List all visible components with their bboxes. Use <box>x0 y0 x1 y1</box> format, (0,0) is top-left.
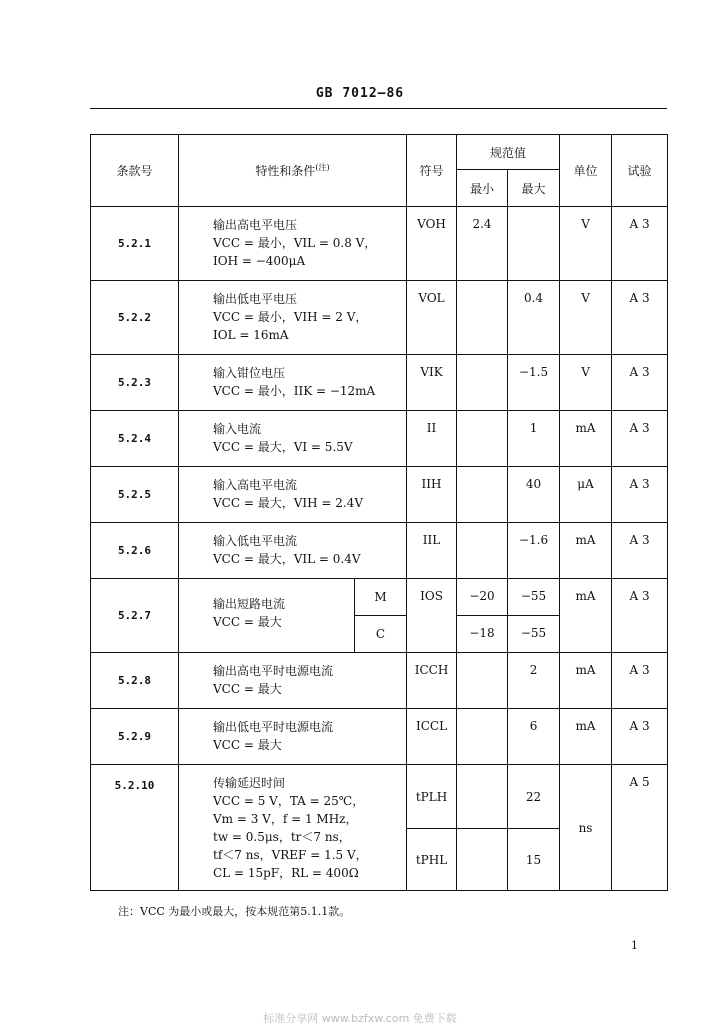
test-cell: A 3 <box>612 411 668 467</box>
unit-cell: V <box>560 281 612 355</box>
max-cell: 22 <box>508 765 560 829</box>
max-cell: −1.6 <box>508 523 560 579</box>
conditions-cell: 输入电流 VCC = 最大，VI = 5.5V <box>179 411 407 467</box>
standard-number: GB 7012—86 <box>315 86 405 101</box>
conditions-cell: 输出低电平时电源电流 VCC = 最大 <box>179 709 407 765</box>
min-cell <box>457 281 508 355</box>
clause-number: 5.2.4 <box>91 411 179 467</box>
max-cell: 1 <box>508 411 560 467</box>
clause-number: 5.2.9 <box>91 709 179 765</box>
conditions-cell: 输出低电平电压 VCC = 最小，VIH = 2 V， IOL = 16mA <box>179 281 407 355</box>
table-row <box>91 709 668 765</box>
clause-number: 5.2.10 <box>91 765 179 891</box>
min-cell: 2.4 <box>457 207 508 281</box>
table-row <box>91 523 668 579</box>
conditions-cell: 传输延迟时间 VCC = 5 V，TA = 25℃， Vm = 3 V，f = 1 MHz， tw = 0.5μs，tr＜7 ns， tf＜7 ns，VREF = 1.5 V， CL = 15pF，RL = 400Ω <box>179 765 407 891</box>
symbol-cell: IOS <box>407 579 457 653</box>
max-cell: 6 <box>508 709 560 765</box>
clause-number: 5.2.3 <box>91 355 179 411</box>
footnote: 注：VCC 为最小或最大，按本规范第5.1.1款。 <box>118 905 351 918</box>
table-row <box>91 207 668 281</box>
max-cell: −55 <box>508 579 560 616</box>
unit-cell: μA <box>560 467 612 523</box>
table-row <box>91 411 668 467</box>
unit-cell: mA <box>560 579 612 653</box>
max-cell: 15 <box>508 829 560 891</box>
table-row-5-2-10 <box>91 765 668 829</box>
min-cell <box>457 411 508 467</box>
clause-number: 5.2.6 <box>91 523 179 579</box>
min-cell <box>457 653 508 709</box>
test-cell: A 3 <box>612 281 668 355</box>
clause-number: 5.2.2 <box>91 281 179 355</box>
unit-cell: ns <box>560 765 612 891</box>
conditions-cell: 输出短路电流 VCC = 最大 <box>179 579 355 653</box>
conditions-cell: 输入钳位电压 VCC = 最小，IIK = −12mA <box>179 355 407 411</box>
max-cell: 40 <box>508 467 560 523</box>
header-symbol: 符号 <box>407 135 457 207</box>
clause-number: 5.2.1 <box>91 207 179 281</box>
unit-cell: mA <box>560 709 612 765</box>
symbol-cell: IIL <box>407 523 457 579</box>
test-cell: A 3 <box>612 207 668 281</box>
conditions-cell: 输出高电平电压 VCC = 最小，VIL = 0.8 V， IOH = −400μA <box>179 207 407 281</box>
max-cell: −1.5 <box>508 355 560 411</box>
header-test: 试验 <box>612 135 668 207</box>
symbol-cell: VOH <box>407 207 457 281</box>
test-cell: A 3 <box>612 653 668 709</box>
header-max: 最大 <box>508 170 560 207</box>
max-cell: 2 <box>508 653 560 709</box>
test-cell: A 3 <box>612 523 668 579</box>
unit-cell: V <box>560 207 612 281</box>
max-cell <box>508 207 560 281</box>
table-row <box>91 653 668 709</box>
min-cell <box>457 829 508 891</box>
header-conditions: 特性和条件$^{(注)}$ <box>179 135 407 207</box>
min-cell <box>457 355 508 411</box>
header-rule <box>90 108 667 109</box>
min-cell: −20 <box>457 579 508 616</box>
max-cell: 0.4 <box>508 281 560 355</box>
symbol-cell: ICCH <box>407 653 457 709</box>
grade-m: M <box>355 579 407 616</box>
min-cell: −18 <box>457 616 508 653</box>
header-limits: 规范值 <box>457 135 560 170</box>
spec-table <box>90 134 668 891</box>
table-row <box>91 281 668 355</box>
table-row <box>91 467 668 523</box>
watermark: 标准分享网 www.bzfxw.com 免费下载 <box>263 1012 457 1025</box>
test-cell: A 5 <box>612 765 668 891</box>
clause-number: 5.2.5 <box>91 467 179 523</box>
conditions-cell: 输入高电平电流 VCC = 最大，VIH = 2.4V <box>179 467 407 523</box>
symbol-cell: IIH <box>407 467 457 523</box>
clause-number: 5.2.8 <box>91 653 179 709</box>
unit-cell: V <box>560 355 612 411</box>
page-number: 1 <box>631 939 638 952</box>
min-cell <box>457 467 508 523</box>
test-cell: A 3 <box>612 579 668 653</box>
symbol-cell: VIK <box>407 355 457 411</box>
test-cell: A 3 <box>612 709 668 765</box>
header-unit: 单位 <box>560 135 612 207</box>
grade-c: C <box>355 616 407 653</box>
symbol-cell: VOL <box>407 281 457 355</box>
table-row <box>91 355 668 411</box>
min-cell <box>457 765 508 829</box>
unit-cell: mA <box>560 523 612 579</box>
symbol-cell: II <box>407 411 457 467</box>
table-header-row <box>91 135 668 170</box>
unit-cell: mA <box>560 653 612 709</box>
min-cell <box>457 709 508 765</box>
table-row-5-2-7 <box>91 579 668 616</box>
header-clause: 条款号 <box>91 135 179 207</box>
test-cell: A 3 <box>612 355 668 411</box>
max-cell: −55 <box>508 616 560 653</box>
conditions-cell: 输出高电平时电源电流 VCC = 最大 <box>179 653 407 709</box>
min-cell <box>457 523 508 579</box>
symbol-cell: tPLH <box>407 765 457 829</box>
symbol-cell: tPHL <box>407 829 457 891</box>
clause-number: 5.2.7 <box>91 579 179 653</box>
header-min: 最小 <box>457 170 508 207</box>
conditions-cell: 输入低电平电流 VCC = 最大，VIL = 0.4V <box>179 523 407 579</box>
symbol-cell: ICCL <box>407 709 457 765</box>
test-cell: A 3 <box>612 467 668 523</box>
unit-cell: mA <box>560 411 612 467</box>
